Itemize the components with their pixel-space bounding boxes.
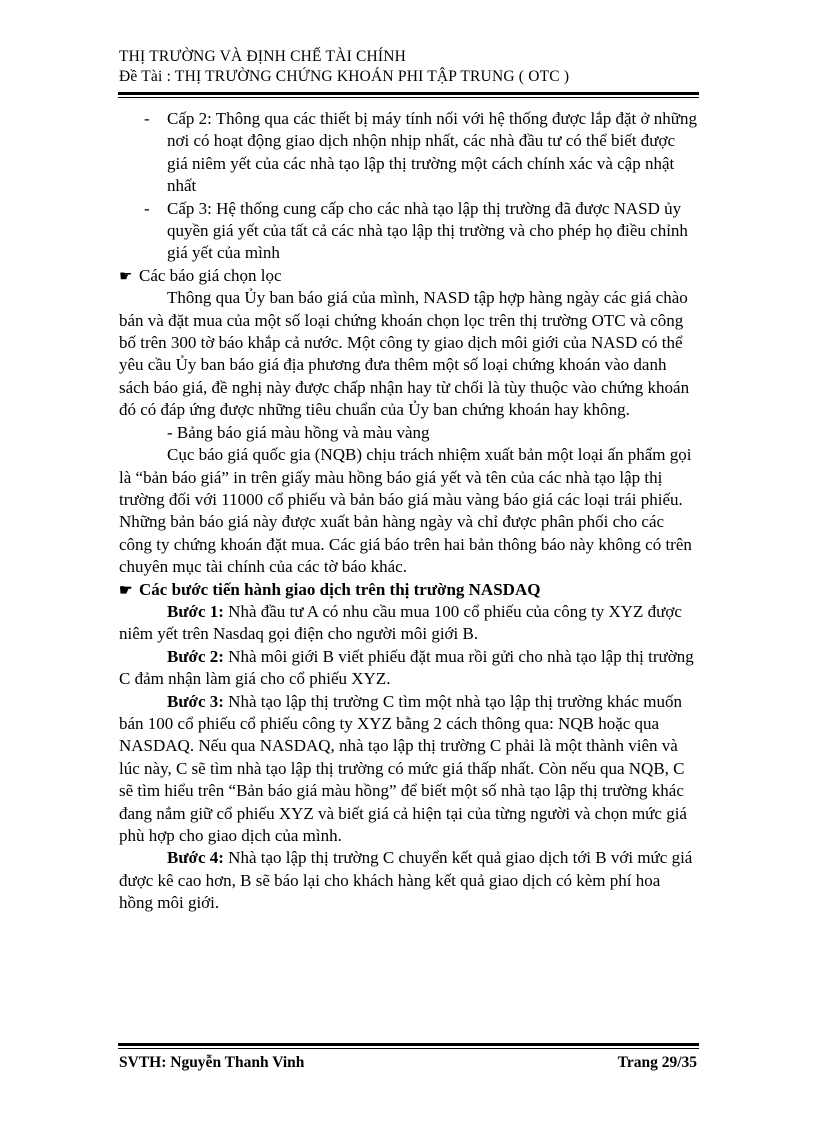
step-paragraph bbox=[119, 847, 697, 914]
bullet-text: Cấp 3: Hệ thống cung cấp cho các nhà tạo lập thị trường đã được NASD ủy quyền giá yết của tất cả các nhà tạo lập thị trường và cho phép họ điều chỉnh giá yết của mình bbox=[167, 198, 688, 263]
section-heading-text: Các báo giá chọn lọc bbox=[139, 265, 282, 285]
dash-bullet: - bbox=[144, 109, 150, 128]
step-paragraph bbox=[119, 691, 697, 848]
step-text: Nhà môi giới B viết phiếu đặt mua rồi gửi cho nhà tạo lập thị trường C đảm nhận làm giá cho cổ phiếu XYZ. bbox=[119, 646, 694, 689]
dash-bullet: - bbox=[144, 198, 150, 218]
step-label: Bước 2: bbox=[167, 646, 224, 666]
header-subject: THỊ TRƯỜNG VÀ ĐỊNH CHẾ TÀI CHÍNH bbox=[119, 48, 407, 65]
pointing-hand-icon: ☛ bbox=[119, 582, 133, 599]
footer-rule-thin bbox=[118, 1048, 699, 1049]
header-rule-thin bbox=[118, 97, 699, 98]
subheading: - Bảng báo giá màu hồng và màu vàng bbox=[167, 422, 430, 442]
step-label: Bước 3: bbox=[167, 691, 224, 711]
paragraph: Cục báo giá quốc gia (NQB) chịu trách nhiệm xuất bản một loại ấn phẩm gọi là “bản báo giá” in trên giấy màu hồng báo giá yết và tên của các nhà tạo lập thị trường đối với 11000 cổ phiếu và bản báo giá màu vàng báo giá các loại trái phiếu. Những bản báo giá này được xuất bản hàng ngày và chỉ được phân phối cho các công ty chứng khoán đặt mua. Các giá báo trên hai bản thông báo này không có trên chuyên mục tài chính của các tờ báo khác. bbox=[119, 445, 692, 577]
step-label: Bước 1: bbox=[167, 601, 224, 621]
section-heading-nasdaq-steps bbox=[119, 579, 697, 601]
section-heading-selected-quotes bbox=[119, 265, 697, 287]
page-header bbox=[119, 47, 699, 87]
bullet-text: Cấp 2: Thông qua các thiết bị máy tính nối với hệ thống được lắp đặt ở những nơi có hoạt động giao dịch nhộn nhịp nhất, các nhà đầu tư có thể biết được giá niêm yết của các nhà tạo lập thị trường một cách chính xác và cập nhật nhất bbox=[167, 109, 697, 196]
pointing-hand-icon: ☛ bbox=[119, 268, 133, 285]
list-item bbox=[119, 198, 697, 265]
list-item bbox=[119, 108, 697, 198]
step-paragraph bbox=[119, 601, 697, 646]
header-topic: Đề Tài : THỊ TRƯỜNG CHỨNG KHOÁN PHI TẬP TRUNG ( OTC ) bbox=[119, 68, 570, 85]
header-rule-thick bbox=[118, 92, 699, 95]
step-text: Nhà tạo lập thị trường C chuyển kết quả giao dịch tới B với mức giá được kê cao hơn, B sẽ báo lại cho khách hàng kết quả giao dịch có kèm phí hoa hồng môi giới. bbox=[119, 848, 693, 913]
step-text: Nhà tạo lập thị trường C tìm một nhà tạo lập thị trường khác muốn bán 100 cổ phiếu cổ phiếu công ty XYZ bằng 2 cách thông qua: NQB hoặc qua NASDAQ. Nếu qua NASDAQ, nhà tạo lập thị trường C phải là một thành viên và lúc này, C sẽ tìm nhà tạo lập thị trường có mức giá thấp nhất. Còn nếu qua NQB, C sẽ tìm hiểu trên “Bản báo giá màu hồng” để biết một số nhà tạo lập thị trường khác đang nắm giữ cổ phiếu XYZ và biết giá cả hiện tại của từng người và chọn mức giá phù hợp cho giao dịch của mình. bbox=[119, 691, 687, 845]
section-heading-text: Các bước tiến hành giao dịch trên thị trường NASDAQ bbox=[139, 579, 541, 599]
step-paragraph bbox=[119, 646, 697, 691]
paragraph: Thông qua Ủy ban báo giá của mình, NASD tập hợp hàng ngày các giá chào bán và đặt mua của một số loại chứng khoán chọn lọc trên thị trường OTC và công bố trên 300 tờ báo khắp cả nước. Một công ty giao dịch môi giới của NASD có thể yêu cầu Ủy ban báo giá địa phương đưa thêm một số loại chứng khoán vào danh sách báo giá, đề nghị này được chấp nhận hay từ chối là tùy thuộc vào chứng khoán đó có đáp ứng được những tiêu chuẩn của Ủy ban chứng khoán hay không. bbox=[119, 288, 690, 420]
step-label: Bước 4: bbox=[167, 848, 224, 868]
footer-author: SVTH: Nguyễn Thanh Vinh bbox=[119, 1054, 305, 1071]
page-body bbox=[119, 108, 697, 915]
step-text: Nhà đầu tư A có nhu cầu mua 100 cổ phiếu của công ty XYZ được niêm yết trên Nasdaq gọi điện cho người môi giới B. bbox=[119, 601, 682, 644]
page-number: Trang 29/35 bbox=[617, 1054, 697, 1071]
footer-rule-thick bbox=[118, 1043, 699, 1046]
